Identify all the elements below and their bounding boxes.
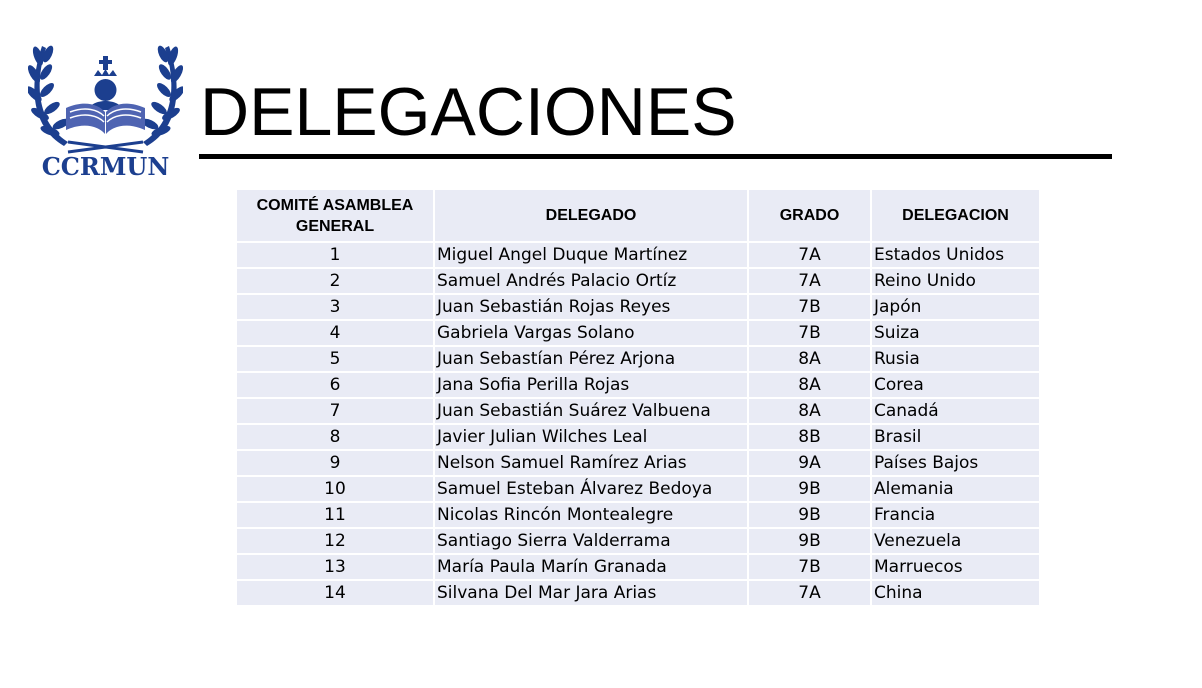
cell-grado: 7B [749, 321, 870, 345]
cell-grado: 7A [749, 581, 870, 605]
cell-number: 2 [237, 269, 433, 293]
cell-grado: 8A [749, 347, 870, 371]
cell-delegado: Juan Sebastían Pérez Arjona [435, 347, 747, 371]
cell-delegacion: Canadá [872, 399, 1039, 423]
table-row [237, 243, 1039, 267]
title-underline [199, 154, 1112, 159]
table-row [237, 399, 1039, 423]
cell-number: 10 [237, 477, 433, 501]
cell-delegado: Samuel Esteban Álvarez Bedoya [435, 477, 747, 501]
header-delegado: DELEGADO [435, 190, 747, 241]
table-row [237, 425, 1039, 449]
header-delegacion: DELEGACION [872, 190, 1039, 241]
cell-grado: 7A [749, 243, 870, 267]
cell-delegacion: Suiza [872, 321, 1039, 345]
cell-delegacion: Brasil [872, 425, 1039, 449]
cell-delegacion: Rusia [872, 347, 1039, 371]
cell-grado: 9A [749, 451, 870, 475]
table-row [237, 451, 1039, 475]
cell-number: 7 [237, 399, 433, 423]
cell-number: 3 [237, 295, 433, 319]
cell-number: 13 [237, 555, 433, 579]
cell-grado: 9B [749, 477, 870, 501]
table-row [237, 269, 1039, 293]
ccrmun-logo [28, 34, 183, 184]
cell-delegado: Juan Sebastián Rojas Reyes [435, 295, 747, 319]
cell-delegacion: China [872, 581, 1039, 605]
table-row [237, 295, 1039, 319]
cell-delegacion: Japón [872, 295, 1039, 319]
cell-number: 8 [237, 425, 433, 449]
cell-delegado: Gabriela Vargas Solano [435, 321, 747, 345]
cell-delegado: Nicolas Rincón Montealegre [435, 503, 747, 527]
cell-grado: 9B [749, 503, 870, 527]
table-row [237, 581, 1039, 605]
table-row [237, 373, 1039, 397]
cell-delegacion: Venezuela [872, 529, 1039, 553]
cell-delegado: Juan Sebastián Suárez Valbuena [435, 399, 747, 423]
cell-grado: 7B [749, 555, 870, 579]
cell-delegacion: Marruecos [872, 555, 1039, 579]
cell-delegacion: Reino Unido [872, 269, 1039, 293]
table-row [237, 555, 1039, 579]
cell-number: 9 [237, 451, 433, 475]
cell-delegacion: Corea [872, 373, 1039, 397]
cell-number: 4 [237, 321, 433, 345]
cell-delegado: Santiago Sierra Valderrama [435, 529, 747, 553]
page-title: DELEGACIONES [200, 74, 737, 150]
cell-delegado: Nelson Samuel Ramírez Arias [435, 451, 747, 475]
cell-delegacion: Estados Unidos [872, 243, 1039, 267]
cell-number: 11 [237, 503, 433, 527]
cell-grado: 8B [749, 425, 870, 449]
cell-number: 1 [237, 243, 433, 267]
header-comite: COMITÉ ASAMBLEA GENERAL [237, 190, 433, 241]
cell-delegacion: Países Bajos [872, 451, 1039, 475]
cell-delegado: Samuel Andrés Palacio Ortíz [435, 269, 747, 293]
logo-text: CCRMUN [41, 152, 170, 181]
cell-grado: 9B [749, 529, 870, 553]
table-row [237, 477, 1039, 501]
table-row [237, 503, 1039, 527]
cell-delegado: Silvana Del Mar Jara Arias [435, 581, 747, 605]
cell-number: 12 [237, 529, 433, 553]
cell-grado: 7A [749, 269, 870, 293]
cell-delegado: María Paula Marín Granada [435, 555, 747, 579]
cell-number: 5 [237, 347, 433, 371]
table-header-row [237, 190, 1039, 241]
laurel-book-emblem-icon [28, 34, 183, 154]
cell-grado: 7B [749, 295, 870, 319]
cell-delegado: Jana Sofia Perilla Rojas [435, 373, 747, 397]
cell-delegacion: Francia [872, 503, 1039, 527]
cell-delegado: Javier Julian Wilches Leal [435, 425, 747, 449]
cell-number: 6 [237, 373, 433, 397]
delegations-table [235, 188, 1041, 607]
cell-grado: 8A [749, 373, 870, 397]
table-body [237, 243, 1039, 605]
header-grado: GRADO [749, 190, 870, 241]
cell-delegacion: Alemania [872, 477, 1039, 501]
table-row [237, 347, 1039, 371]
cell-delegado: Miguel Angel Duque Martínez [435, 243, 747, 267]
cell-number: 14 [237, 581, 433, 605]
table-row [237, 321, 1039, 345]
table-row [237, 529, 1039, 553]
cell-grado: 8A [749, 399, 870, 423]
